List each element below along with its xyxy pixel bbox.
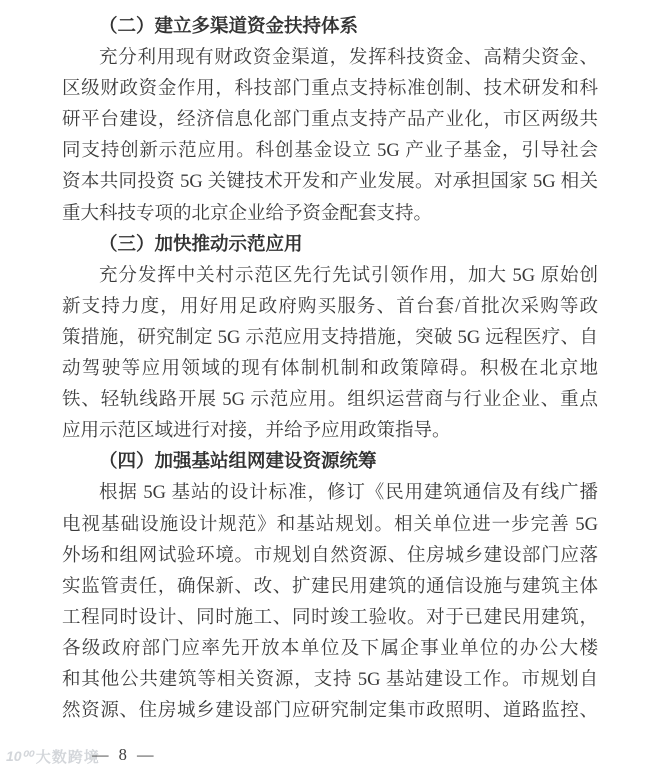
section-heading-2: （二）建立多渠道资金扶持体系 — [99, 17, 359, 37]
text-line: 根据 5G 基站的设计标准，修订《民用建筑通信及有线广播 — [99, 483, 598, 504]
text-line: 区级财政资金作用，科技部门重点支持标准创制、技术研发和科 — [62, 79, 598, 100]
text-line: 同支持创新示范应用。科创基金设立 5G 产业子基金，引导社会 — [62, 141, 598, 162]
text-line: 应用示范区域进行对接，并给予应用政策指导。 — [62, 421, 451, 442]
text-line: 重大科技专项的北京企业给予资金配套支持。 — [62, 203, 433, 224]
text-line: 外场和组网试验环境。市规划自然资源、住房城乡建设部门应落 — [62, 545, 598, 566]
section-heading-4: （四）加强基站组网建设资源统筹 — [99, 452, 377, 473]
document-content — [62, 12, 598, 727]
watermark — [6, 746, 100, 767]
text-line: 资本共同投资 5G 关键技术开发和产业发展。对承担国家 5G 相关 — [62, 172, 598, 193]
text-line: 充分利用现有财政资金渠道，发挥科技资金、高精尖资金、 — [99, 48, 598, 69]
section-heading-3: （三）加快推动示范应用 — [99, 234, 303, 255]
text-line: 电视基础设施设计规范》和基站规划。相关单位进一步完善 5G — [62, 514, 598, 535]
text-line: 工程同时设计、同时施工、同时竣工验收。对于已建民用建筑， — [62, 607, 598, 628]
text-line: 充分发挥中关村示范区先行先试引领作用，加大 5G 原始创 — [99, 265, 598, 286]
text-line: 研平台建设，经济信息化部门重点支持产品产业化，市区两级共 — [62, 110, 598, 131]
text-line: 策措施，研究制定 5G 示范应用支持措施，突破 5G 远程医疗、自 — [62, 327, 598, 348]
text-line: 新支持力度，用好用足政府购买服务、首台套/首批次采购等政 — [62, 296, 598, 317]
watermark-text: 大数跨境 — [35, 749, 100, 766]
page-number: — 8 — — [92, 745, 157, 764]
text-line: 实监管责任，确保新、改、扩建民用建筑的通信设施与建筑主体 — [62, 576, 598, 597]
text-line: 动驾驶等应用领域的现有体制机制和政策障碍。积极在北京地 — [62, 359, 598, 380]
text-line: 然资源、住房城乡建设部门应研究制定集市政照明、道路监控、 — [62, 701, 598, 722]
watermark-logo-icon: 10⁰⁰ — [6, 748, 33, 764]
text-line: 铁、轻轨线路开展 5G 示范应用。组织运营商与行业企业、重点 — [62, 390, 598, 411]
text-line: 各级政府部门应率先开放本单位及下属企事业单位的办公大楼 — [62, 638, 598, 659]
text-line: 和其他公共建筑等相关资源，支持 5G 基站建设工作。市规划自 — [62, 669, 598, 690]
